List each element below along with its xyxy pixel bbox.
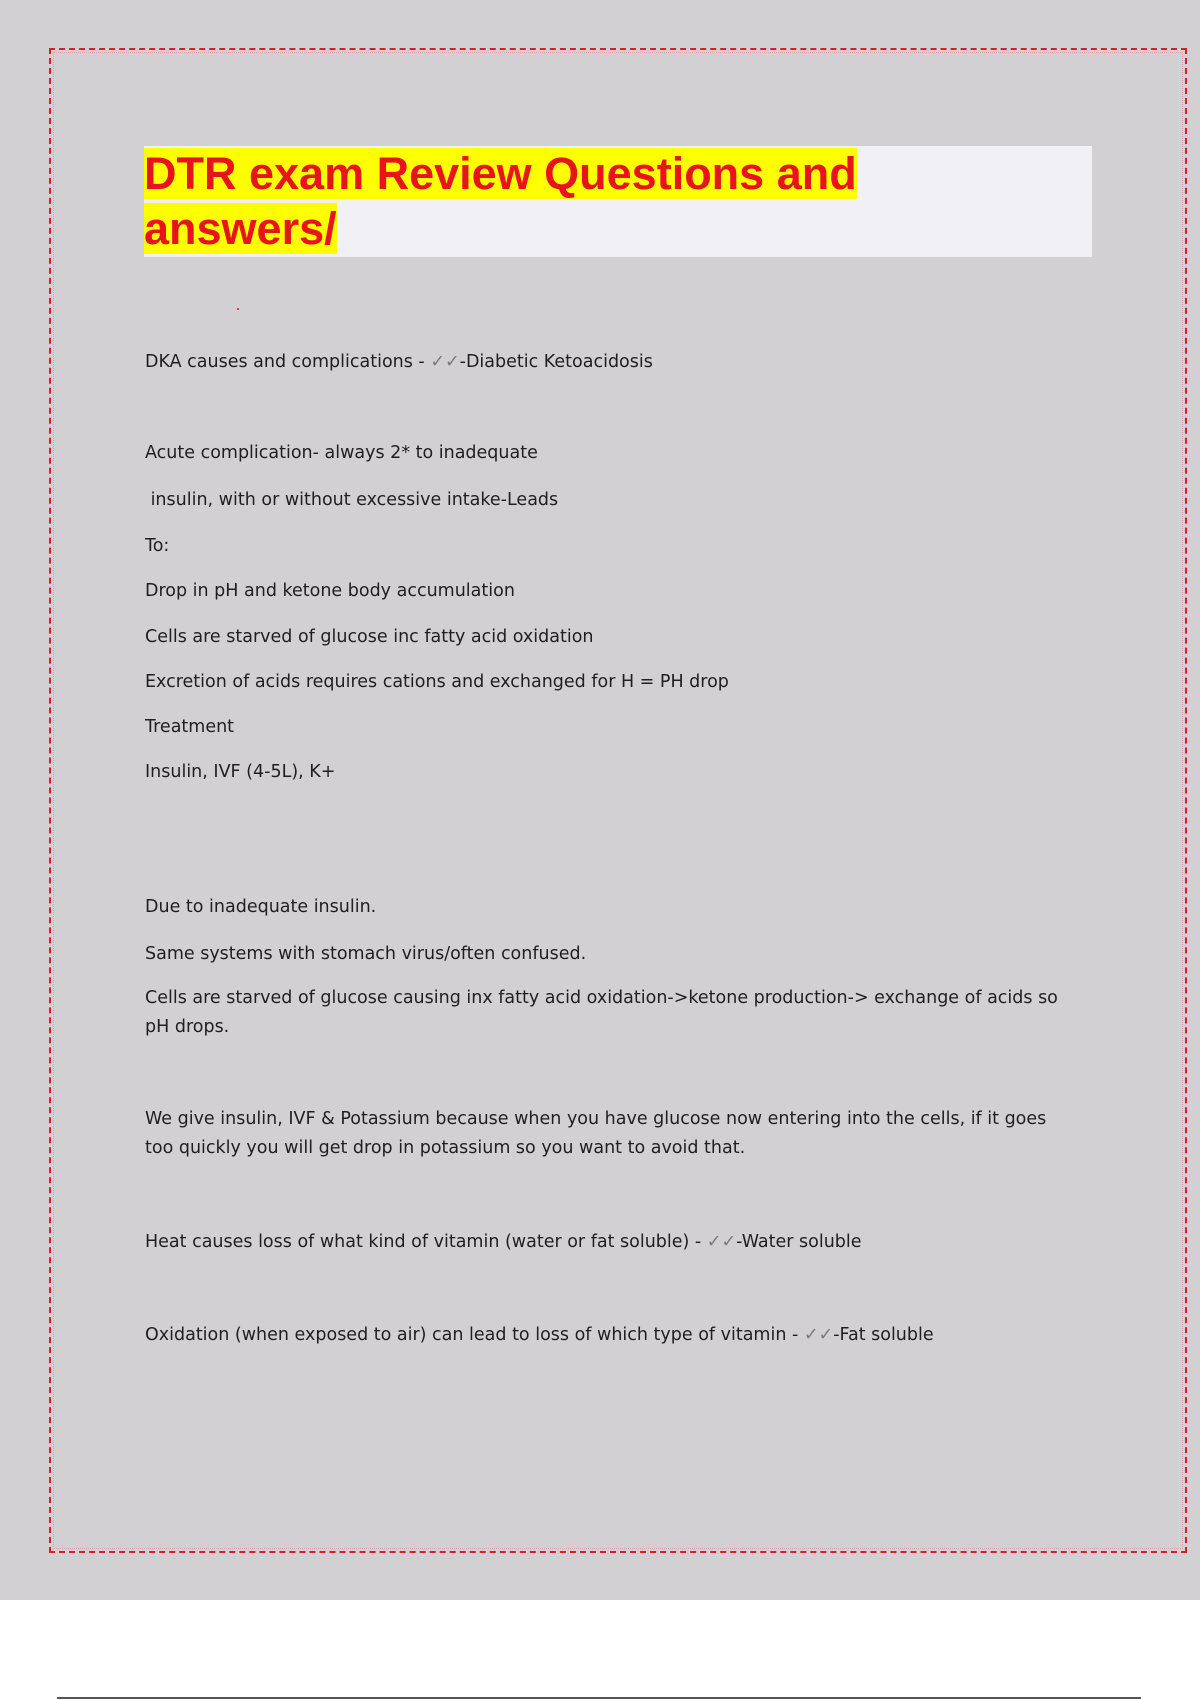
- answer-line: Cells are starved of glucose inc fatty acid oxidation: [145, 627, 594, 647]
- question-dka-answer: -Diabetic Ketoacidosis: [459, 352, 653, 372]
- question-oxidation-answer: -Fat soluble: [833, 1325, 934, 1345]
- question-oxidation-vitamin: [145, 1321, 934, 1350]
- stray-mark: [237, 308, 239, 310]
- document-title: [144, 146, 944, 256]
- answer-line: Acute complication- always 2* to inadequate: [145, 443, 538, 463]
- answer-line: Treatment: [145, 717, 235, 737]
- double-check-icon: ✓✓: [706, 1232, 737, 1252]
- question-oxidation-prompt: Oxidation (when exposed to air) can lead to loss of which type of vitamin -: [145, 1325, 804, 1345]
- question-heat-answer: -Water soluble: [736, 1232, 862, 1252]
- title-line-1: DTR exam Review Questions and: [144, 148, 857, 199]
- answer-line: To:: [145, 536, 170, 556]
- note-paragraph: We give insulin, IVF & Potassium because when you have glucose now entering into the cells, if it goes too quickly you will get drop in potassium so you want to avoid that.: [145, 1109, 1047, 1158]
- question-heat-prompt: Heat causes loss of what kind of vitamin (water or fat soluble) -: [145, 1232, 707, 1252]
- answer-line: Excretion of acids requires cations and exchanged for H = PH drop: [145, 672, 729, 692]
- question-heat-vitamin: [145, 1228, 862, 1257]
- double-check-icon: ✓✓: [430, 352, 460, 372]
- title-line-2: answers/: [144, 203, 337, 254]
- question-dka-prompt: DKA causes and complications -: [145, 352, 431, 372]
- answer-line: insulin, with or without excessive intake-Leads: [145, 490, 559, 510]
- answer-line: Insulin, IVF (4-5L), K+: [145, 762, 336, 782]
- note-paragraph: Same systems with stomach virus/often confused.: [145, 944, 587, 964]
- next-page-rule: [57, 1697, 1141, 1699]
- note-paragraph: Due to inadequate insulin.: [145, 897, 377, 917]
- question-dka: [145, 348, 653, 377]
- note-paragraph: Cells are starved of glucose causing inx fatty acid oxidation->ketone production-> exchange of acids so pH drops.: [145, 988, 1058, 1037]
- answer-line: Drop in pH and ketone body accumulation: [145, 581, 515, 601]
- double-check-icon: ✓✓: [803, 1325, 834, 1345]
